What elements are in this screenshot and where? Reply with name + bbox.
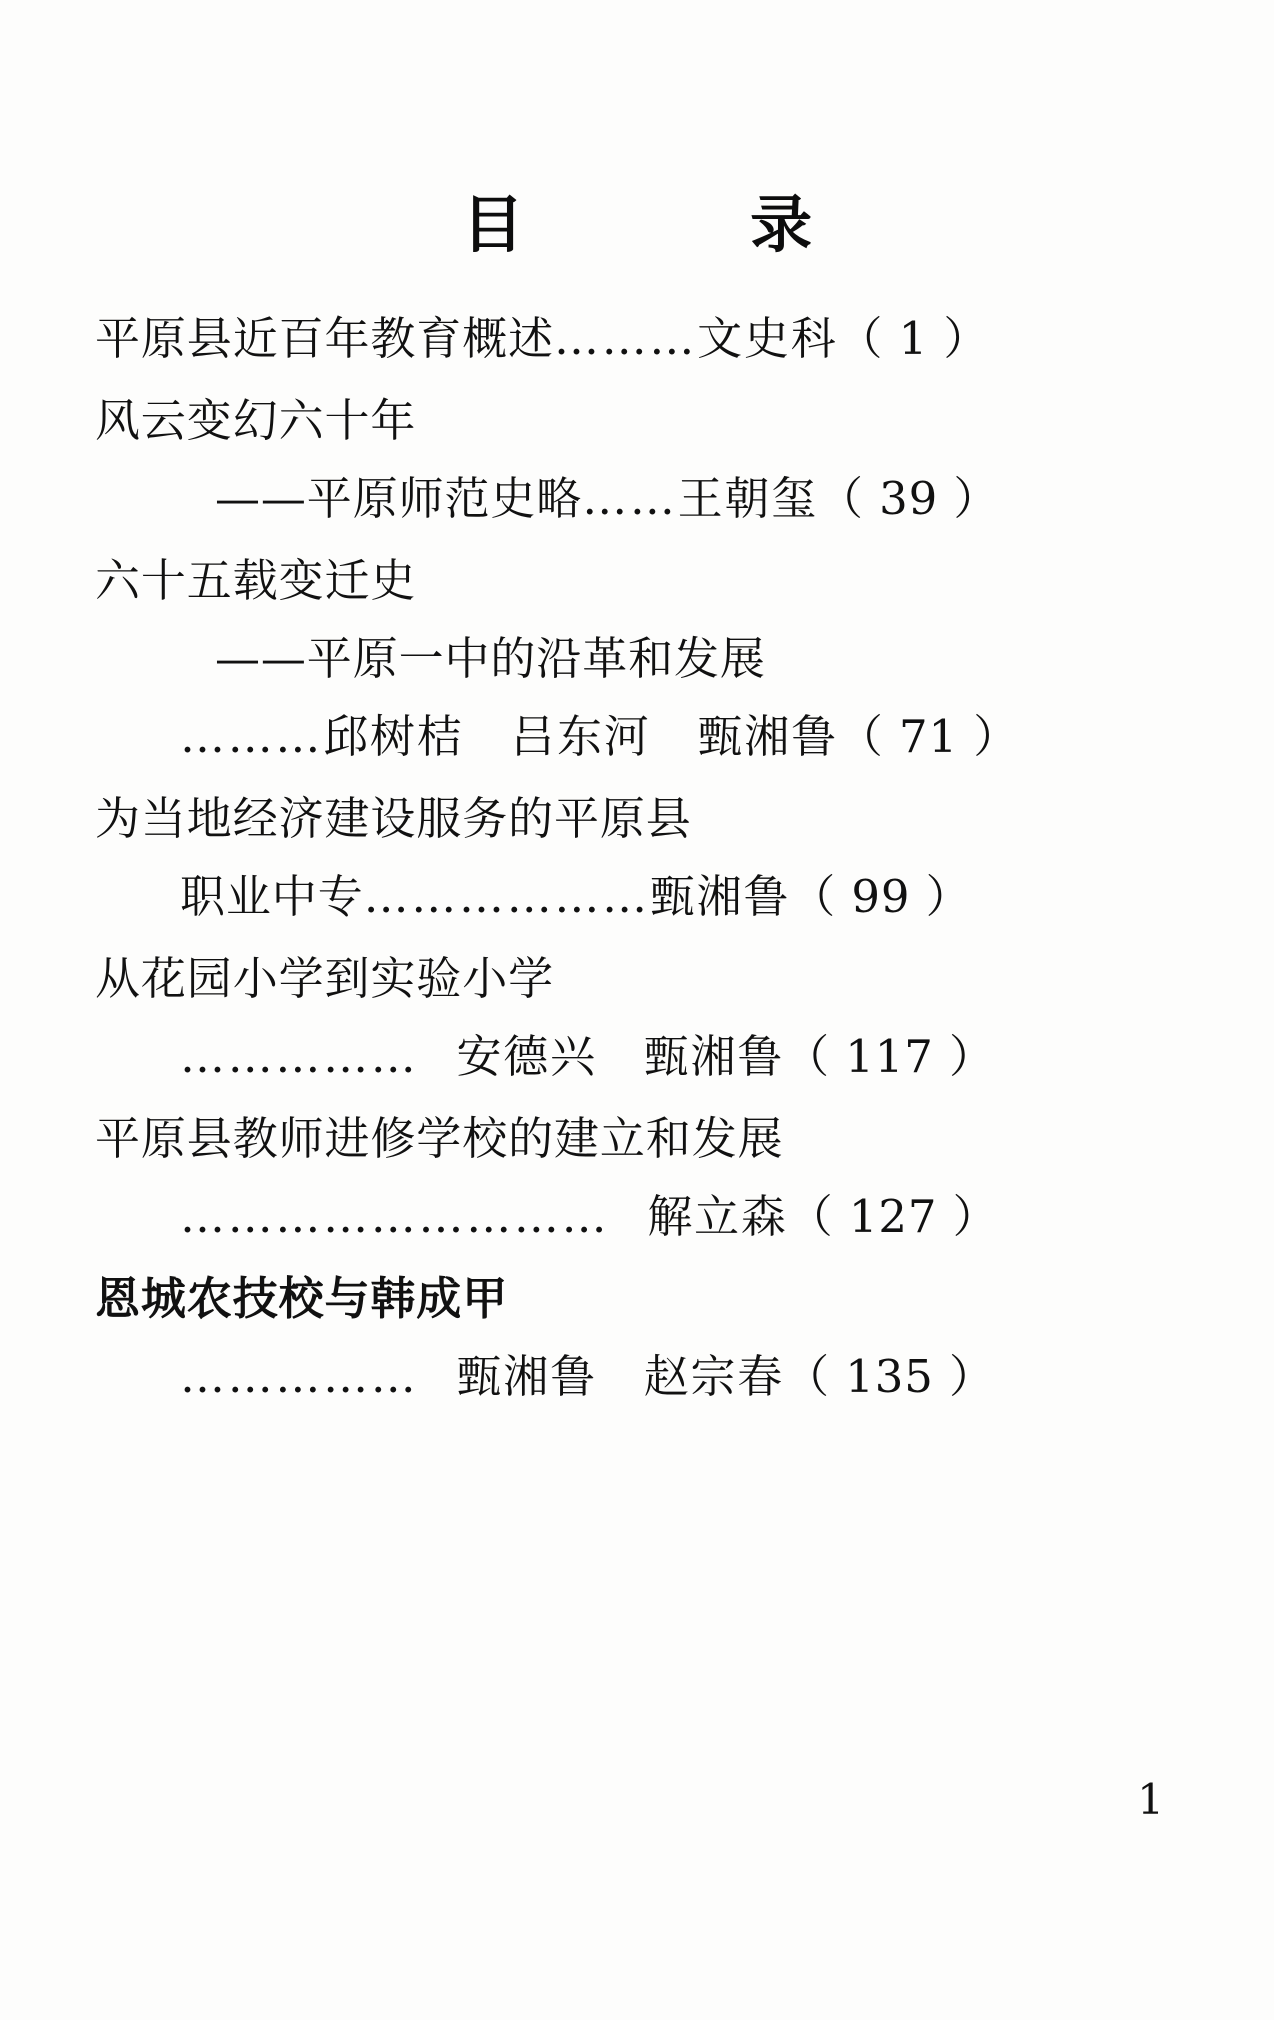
toc-entry-line [95, 858, 1185, 936]
toc-entry-author: 甄湘鲁 赵宗春 [456, 1350, 785, 1403]
page-title: 目 录 [461, 188, 847, 261]
toc-entry-author: 安德兴 甄湘鲁 [456, 1030, 785, 1083]
toc-entry-page: （ 39 ） [818, 472, 1000, 525]
toc-leader-dots: ……………… [363, 870, 650, 923]
toc-entry[interactable] [95, 1260, 1185, 1416]
toc-leader-dots: ……… [554, 312, 698, 365]
toc-leader-dots: ……………………… [180, 1190, 610, 1243]
toc-entry[interactable] [95, 542, 1185, 776]
toc-entry-subtitle: 职业中专 [180, 870, 364, 923]
toc-entry-line [95, 1018, 1185, 1096]
toc-entry[interactable] [95, 1100, 1185, 1256]
toc-entry[interactable] [95, 382, 1185, 538]
page-folio-number: 1 [1137, 1775, 1164, 1824]
toc-leader-dots: …………… [180, 1030, 419, 1083]
toc-entry-page: （ 117 ） [784, 1030, 995, 1083]
toc-entry-title: 从花园小学到实验小学 [95, 952, 555, 1005]
toc-entry-line [95, 1260, 1185, 1338]
toc-entry-page: （ 99 ） [790, 870, 972, 923]
toc-entry-title: 平原县教师进修学校的建立和发展 [95, 1112, 784, 1165]
toc-entry-line [95, 542, 1185, 620]
toc-entry-subtitle: ——平原师范史略 [215, 472, 583, 525]
toc-entry-title: 恩城农技校与韩成甲 [95, 1272, 509, 1325]
toc-leader-dots: …………… [180, 1350, 419, 1403]
toc-entry-author: 王朝玺 [677, 472, 819, 525]
toc-entry-line [95, 1100, 1185, 1178]
toc-entry-title: 为当地经济建设服务的平原县 [95, 792, 692, 845]
toc-entry-author: 邱树桔 吕东河 甄湘鲁 [323, 710, 838, 763]
table-of-contents [95, 300, 1185, 1420]
toc-entry-author: 解立森 [647, 1190, 788, 1243]
toc-entry-line [95, 620, 1185, 698]
toc-entry-author: 文史科 [697, 312, 838, 365]
toc-entry-line [95, 780, 1185, 858]
toc-entry-line [95, 382, 1185, 460]
toc-entry-line [95, 698, 1185, 776]
toc-entry[interactable] [95, 300, 1185, 378]
toc-entry-subtitle: ——平原一中的沿革和发展 [215, 632, 766, 685]
toc-entry-page: （ 135 ） [784, 1350, 995, 1403]
toc-entry-title: 风云变幻六十年 [95, 394, 417, 447]
toc-leader-dots: …… [582, 472, 678, 525]
toc-entry-title: 六十五载变迁史 [95, 554, 417, 607]
toc-entry[interactable] [95, 940, 1185, 1096]
toc-entry[interactable] [95, 780, 1185, 936]
toc-entry-author: 甄湘鲁 [649, 870, 791, 923]
toc-leader-dots: ……… [180, 710, 324, 763]
toc-entry-page: （ 127 ） [787, 1190, 999, 1243]
toc-entry-page: （ 1 ） [837, 312, 990, 365]
toc-entry-page: （ 71 ） [837, 710, 1020, 763]
toc-entry-line [95, 300, 1185, 378]
toc-entry-line [95, 940, 1185, 1018]
toc-entry-line [95, 1338, 1185, 1416]
toc-entry-title: 平原县近百年教育概述 [95, 312, 555, 365]
toc-entry-line [95, 460, 1185, 538]
toc-entry-line [95, 1178, 1185, 1256]
